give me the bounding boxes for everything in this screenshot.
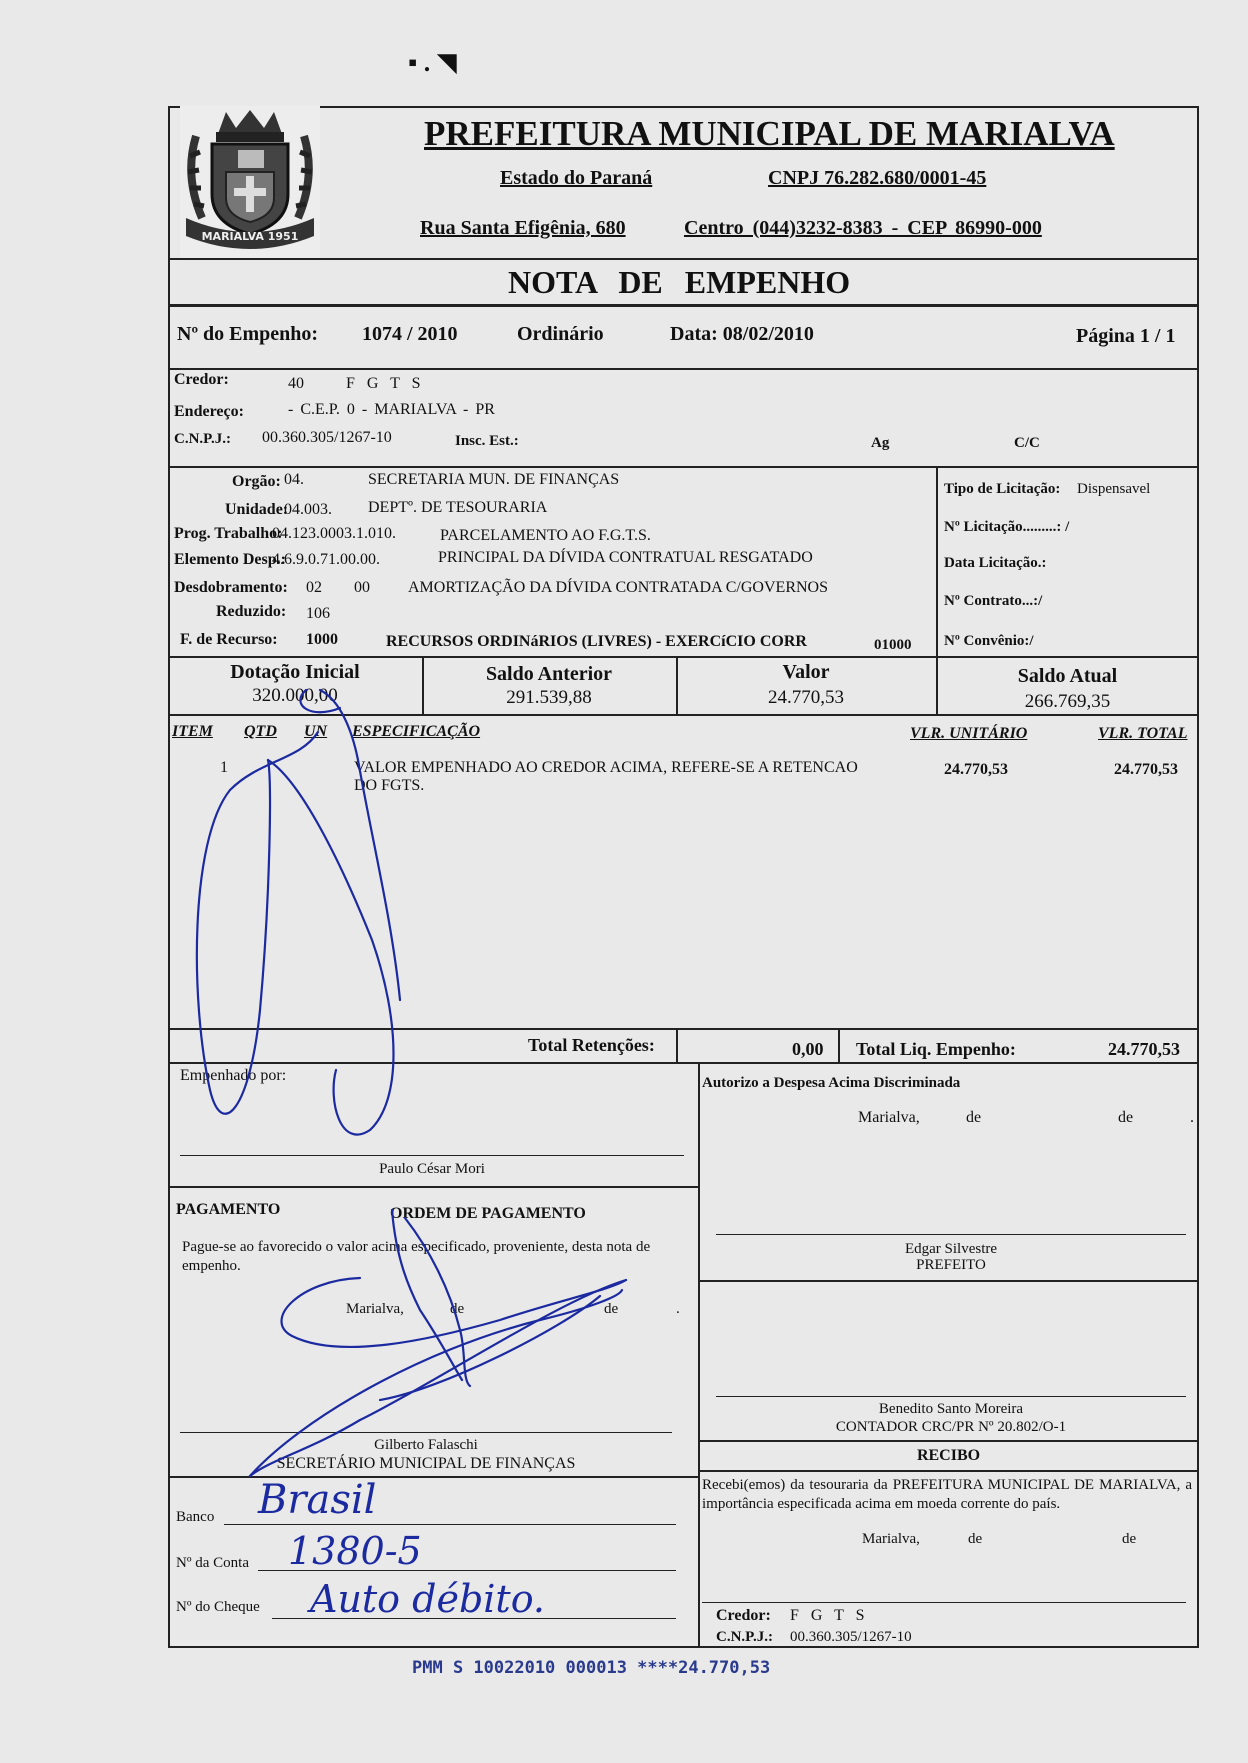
divider [936, 466, 938, 656]
divider [676, 1028, 678, 1062]
divider [838, 1028, 840, 1062]
recurso-code: 1000 [306, 631, 338, 648]
divider [168, 304, 1199, 307]
secretario-name: Gilberto Falaschi [374, 1437, 478, 1453]
desdobramento-code: 02 [306, 579, 322, 596]
saldo-anterior-value: 291.539,88 [506, 687, 592, 708]
desdobramento-code: 00 [354, 579, 370, 596]
banco-handwritten: Brasil [258, 1477, 377, 1523]
municipality-cnpj: CNPJ 76.282.680/0001-45 [768, 167, 987, 189]
agency-label: Ag [871, 435, 890, 451]
valor-label: Valor [782, 661, 830, 683]
prog-code: 04.123.0003.1.010. [272, 525, 396, 542]
credor-label: Credor: [174, 371, 229, 388]
signature-line [180, 1432, 672, 1433]
prog-label: Prog. Trabalho: [174, 525, 283, 542]
pagamento-de: de [450, 1301, 465, 1317]
recibo-de: de [968, 1531, 983, 1547]
credor-address: - C.E.P. 0 - MARIALVA - PR [288, 401, 495, 418]
unidade-code: 04.003. [284, 501, 332, 518]
recibo-credor: F G T S [790, 1607, 869, 1624]
autorizo-de: de [966, 1109, 982, 1126]
conta-handwritten: 1380-5 [288, 1529, 422, 1573]
orgao-label: Orgão: [232, 473, 281, 490]
divider [168, 368, 1199, 370]
divider [168, 714, 1199, 716]
reduzido-value: 106 [306, 605, 330, 622]
row-description: DO FGTS. [354, 777, 425, 794]
dotacao-value: 320.000,00 [252, 685, 338, 706]
licitacao-date: Data Licitação.: [944, 555, 1047, 571]
recibo-label: RECIBO [916, 1447, 981, 1464]
cheque-label: Nº do Cheque [176, 1599, 260, 1615]
account-label: C/C [1014, 435, 1040, 451]
reduzido-label: Reduzido: [216, 603, 287, 620]
autorizo-dot: . [1190, 1109, 1194, 1126]
col-header-item: ITEM [172, 723, 213, 740]
col-header-un: UN [304, 723, 328, 740]
banco-line [224, 1524, 676, 1525]
address-street: Rua Santa Efigênia, 680 [420, 217, 626, 239]
elemento-name: PRINCIPAL DA DÍVIDA CONTRATUAL RESGATADO [438, 549, 813, 566]
conta-label: Nº da Conta [176, 1555, 249, 1571]
divider [168, 1062, 1199, 1064]
licitacao-type: Dispensavel [1077, 481, 1151, 497]
recurso-name: RECURSOS ORDINáRIOS (LIVRES) - EXERCíCIO CORR [386, 633, 807, 650]
ordem-pagamento-label: ORDEM DE PAGAMENTO [390, 1205, 586, 1222]
divider [168, 258, 1199, 260]
recibo-cnpj-label: C.N.P.J.: [716, 1629, 773, 1645]
page-number: Página 1 / 1 [1076, 325, 1176, 347]
autorizo-city: Marialva, [858, 1109, 920, 1126]
pagamento-city: Marialva, [346, 1301, 404, 1317]
recibo-text: Recebi(emos) da tesouraria da PREFEITURA MUNICIPAL DE MARIALVA, a importância especificada acima em moeda corrente do país. [702, 1477, 1192, 1512]
empenho-label: Nº do Empenho: [177, 323, 319, 345]
autorizo-de: de [1118, 1109, 1134, 1126]
elemento-label: Elemento Desp.: [174, 551, 286, 568]
orgao-code: 04. [284, 471, 304, 488]
contract-number: Nº Contrato...:/ [944, 593, 1043, 609]
divider [168, 656, 1199, 658]
recibo-cnpj: 00.360.305/1267-10 [790, 1629, 912, 1645]
licitacao-type-label: Tipo de Licitação: [944, 481, 1061, 497]
credor-code: 40 [288, 375, 304, 392]
divider [698, 1470, 1199, 1472]
row-unit-value: 24.770,53 [944, 761, 1008, 778]
total-liquido-value: 24.770,53 [1108, 1039, 1180, 1059]
contador-role: CONTADOR CRC/PR Nº 20.802/O-1 [835, 1419, 1067, 1435]
elemento-code: 4.6.9.0.71.00.00. [272, 551, 380, 568]
col-header-espec: ESPECIFICAÇÃO [352, 723, 481, 740]
dotacao-label: Dotação Inicial [230, 661, 360, 683]
total-liquido-label: Total Liq. Empenho: [856, 1039, 1016, 1059]
saldo-atual-value: 266.769,35 [1024, 691, 1111, 712]
secretario-role: SECRETÁRIO MUNICIPAL DE FINANÇAS [276, 1455, 576, 1472]
divider [698, 1062, 700, 1648]
autorizo-label: Autorizo a Despesa Acima Discriminada [702, 1075, 961, 1091]
recibo-credor-label: Credor: [716, 1607, 771, 1624]
top-stamp-mark: ▪ . ◥ [408, 48, 457, 77]
contador-name: Benedito Santo Moreira [878, 1401, 1024, 1417]
signature-line [716, 1234, 1186, 1235]
retencoes-label: Total Retenções: [528, 1035, 655, 1055]
col-header-vlr-total: VLR. TOTAL [1098, 725, 1188, 742]
divider [168, 1186, 698, 1188]
recibo-city: Marialva, [862, 1531, 920, 1547]
divider [168, 466, 1199, 468]
empenho-number: 1074 / 2010 [362, 323, 458, 345]
col-header-qtd: QTD [244, 723, 277, 740]
recibo-de: de [1122, 1531, 1137, 1547]
insc-est-label: Insc. Est.: [455, 433, 519, 449]
pagamento-dot: . [676, 1301, 680, 1317]
row-item: 1 [220, 759, 228, 776]
divider [698, 1280, 1199, 1282]
recurso-code-2: 01000 [874, 637, 912, 653]
municipal-seal [180, 106, 320, 258]
document-title: NOTA DE EMPENHO [508, 264, 851, 300]
svg-text:MARIALVA 1951: MARIALVA 1951 [201, 230, 299, 243]
convenio-number: Nº Convênio:/ [944, 633, 1034, 649]
empenho-type: Ordinário [517, 323, 604, 345]
footer-stamp: PMM S 10022010 000013 ****24.770,53 [412, 1658, 771, 1678]
address-details: Centro (044)3232-8383 - CEP 86990-000 [684, 217, 1042, 239]
unidade-label: Unidade: [225, 501, 289, 518]
desdobramento-name: AMORTIZAÇÃO DA DÍVIDA CONTRATADA C/GOVERNOS [408, 579, 828, 596]
credor-cnpj: 00.360.305/1267-10 [262, 429, 392, 446]
recurso-label: F. de Recurso: [180, 631, 278, 648]
licitacao-number: Nº Licitação.........: / [944, 519, 1070, 535]
prog-name: PARCELAMENTO AO F.G.T.S. [440, 527, 651, 544]
divider [168, 1476, 698, 1478]
empenhado-label: Empenhado por: [180, 1067, 287, 1084]
desdobramento-label: Desdobramento: [174, 579, 288, 596]
orgao-name: SECRETARIA MUN. DE FINANÇAS [368, 471, 620, 488]
empenho-date: Data: 08/02/2010 [670, 323, 814, 345]
pagamento-de: de [604, 1301, 619, 1317]
saldo-anterior-label: Saldo Anterior [485, 663, 613, 685]
unidade-name: DEPTº. DE TESOURARIA [368, 499, 548, 516]
signature-line [702, 1602, 1186, 1603]
divider [168, 1028, 1199, 1030]
col-header-vlr-unit: VLR. UNITÁRIO [910, 725, 1028, 742]
pagamento-text: Pague-se ao favorecido o valor acima especificado, proveniente, desta nota de empenho. [182, 1239, 651, 1274]
retencoes-value: 0,00 [792, 1039, 824, 1059]
pagamento-label: PAGAMENTO [176, 1201, 281, 1218]
saldo-atual-label: Saldo Atual [1017, 665, 1118, 687]
divider [698, 1440, 1199, 1442]
prefeito-name: Edgar Silvestre [904, 1241, 998, 1257]
municipality-title: PREFEITURA MUNICIPAL DE MARIALVA [424, 114, 1115, 153]
address-label: Endereço: [174, 403, 244, 420]
valor-value: 24.770,53 [768, 687, 844, 708]
row-description: VALOR EMPENHADO AO CREDOR ACIMA, REFERE-SE A RETENCAO [354, 759, 858, 776]
state-name: Estado do Paraná [500, 167, 653, 189]
row-total-value: 24.770,53 [1114, 761, 1178, 778]
credor-name: F G T S [346, 375, 425, 392]
signature-line [716, 1396, 1186, 1397]
banco-label: Banco [176, 1509, 215, 1525]
cheque-handwritten: Auto débito. [310, 1577, 545, 1621]
signature-line [180, 1155, 684, 1156]
empenhado-signer: Paulo César Mori [379, 1161, 485, 1177]
cnpj-label: C.N.P.J.: [174, 431, 231, 447]
prefeito-role: PREFEITO [916, 1257, 986, 1273]
